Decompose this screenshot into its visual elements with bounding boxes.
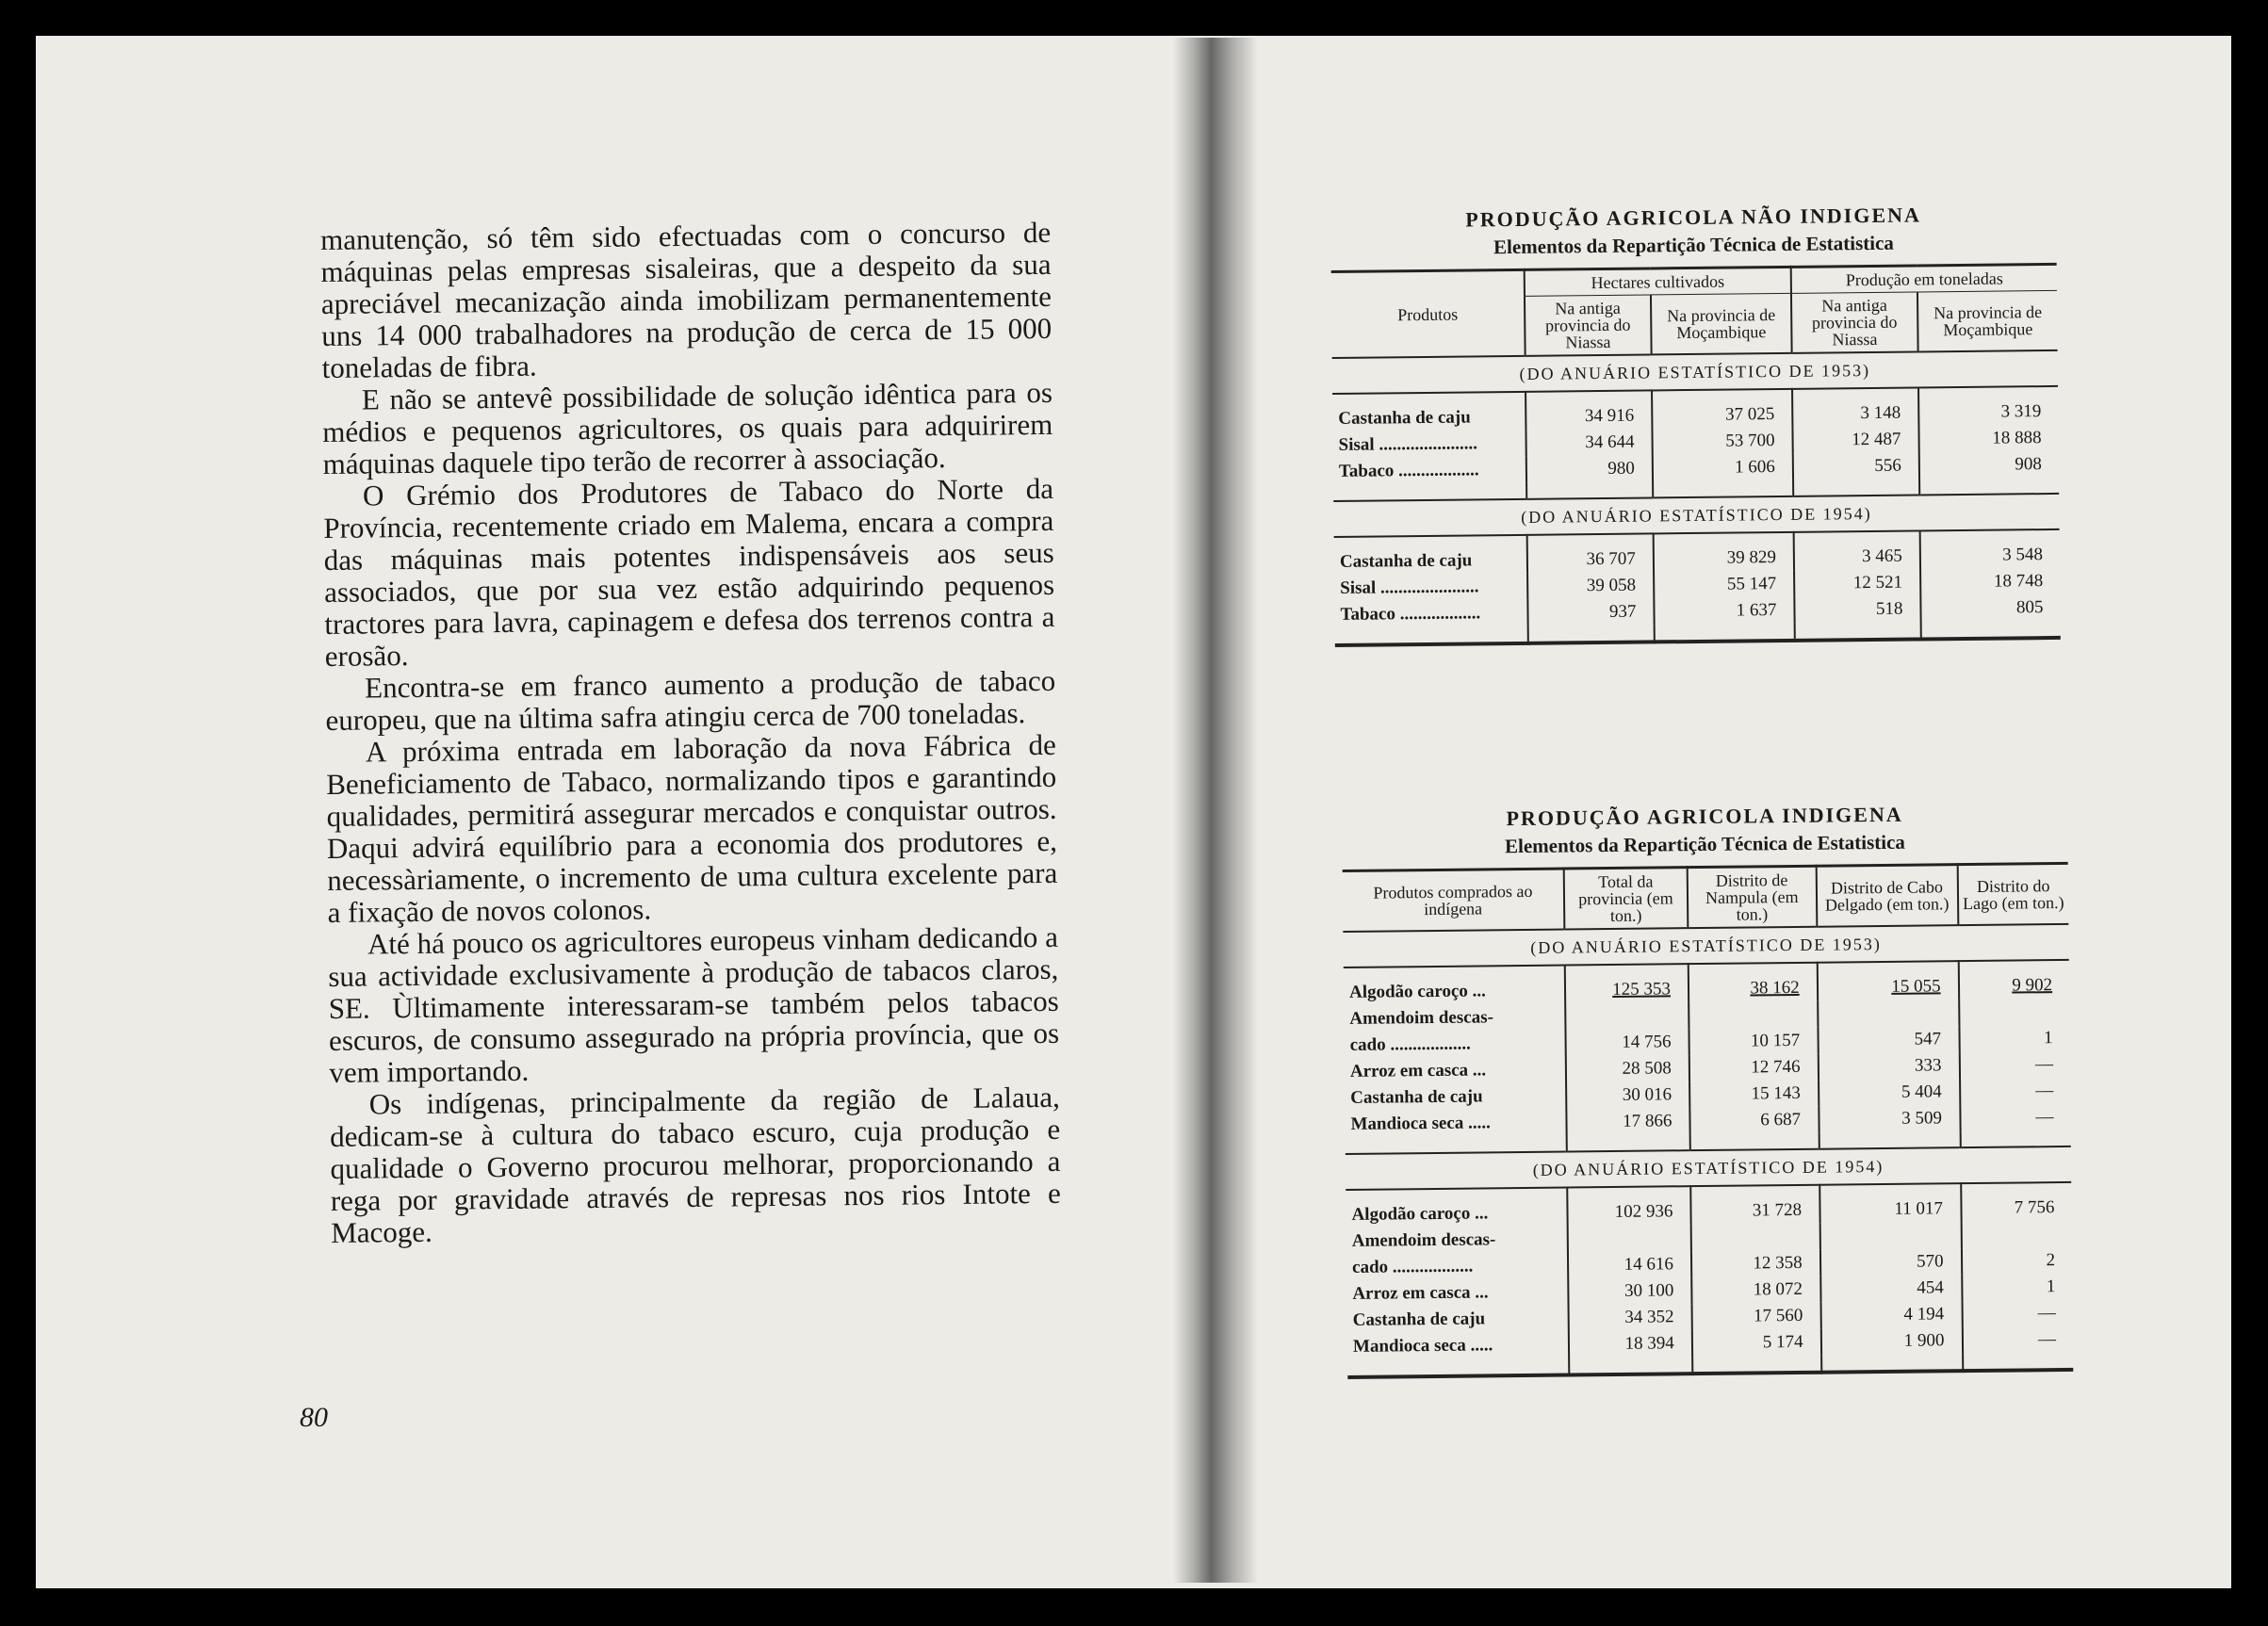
value-cell: 14 756 <box>1565 1029 1689 1056</box>
value-cell: 1 637 <box>1654 597 1794 626</box>
value-cell: 518 <box>1794 595 1920 623</box>
value-cell: 805 <box>1920 594 2060 623</box>
value-cell: 11 017 <box>1819 1183 1961 1224</box>
value-cell: 34 916 <box>1526 390 1652 430</box>
value-cell: 14 616 <box>1568 1251 1691 1278</box>
table2-rows-1953 <box>1344 960 2071 1154</box>
value-cell: 5 174 <box>1692 1329 1821 1357</box>
sub-moc-prod: Na provincia de Moçambique <box>1917 290 2058 351</box>
value-cell: 37 025 <box>1652 389 1792 430</box>
value-cell: 570 <box>1820 1248 1962 1276</box>
col-cabo-delgado: Distrito de Cabo Delgado (em ton.) <box>1816 865 1958 927</box>
value-cell: — <box>1962 1300 2073 1327</box>
value-cell <box>1961 1221 2072 1248</box>
table1-grid <box>1331 263 2061 647</box>
value-cell: 12 487 <box>1792 426 1918 453</box>
value-cell: 15 143 <box>1689 1081 1819 1108</box>
value-cell <box>1691 1224 1820 1251</box>
product-name: cado .................. <box>1351 1256 1474 1277</box>
value-cell: 9 902 <box>1958 960 2069 1000</box>
paragraph: Encontra-se em franco aumento a produção de tabaco europeu, que na última safra atingiu cerca de 700 toneladas. <box>325 663 1056 737</box>
value-cell: 937 <box>1527 598 1654 626</box>
value-cell: 1 <box>1962 1274 2073 1301</box>
table1-subtitle: Elementos da Repartição Técnica de Estatistica <box>1493 231 1894 259</box>
product-name: Arroz em casca ... <box>1349 1060 1487 1081</box>
value-cell: 125 353 <box>1565 964 1689 1003</box>
value-cell: 18 888 <box>1918 425 2058 453</box>
value-cell: 12 521 <box>1794 569 1920 596</box>
value-cell: 18 072 <box>1691 1276 1820 1304</box>
value-cell: 3 319 <box>1918 386 2059 427</box>
sub-antiga-prod: Na antiga provincia do Niassa <box>1791 292 1918 353</box>
value-cell: 3 548 <box>1920 529 2061 570</box>
table1-rows-1953 <box>1332 386 2059 501</box>
value-cell: 28 508 <box>1566 1055 1689 1082</box>
paragraph: manutenção, só têm sido efectuadas com o concurso de máquinas pelas empresas sisaleiras, que a despeito da sua apreciável mecanização ainda imobilizam permanentemente uns 14 000 trabalhadores na produção de cerca de 15 000 toneladas de fibra. <box>319 215 1052 384</box>
book-gutter <box>1173 38 1258 1583</box>
value-cell: 333 <box>1818 1052 1959 1081</box>
value-cell <box>1818 1000 1959 1028</box>
value-cell: 36 707 <box>1527 533 1654 573</box>
paragraph: Os indígenas, principalmente da região de Lalaua, dedicam-se à cultura do tabaco escuro, cuja produção e qualidade o Governo procurou melhorar, proporcionando a rega por gravidade através de represas nos rios Intote e Macoge. <box>329 1080 1061 1249</box>
value-cell: 102 936 <box>1567 1186 1690 1226</box>
product-name: Arroz em casca ... <box>1352 1282 1489 1304</box>
value-cell: 53 700 <box>1652 428 1792 456</box>
value-cell: 18 394 <box>1569 1330 1692 1358</box>
col-total: Total da provincia (em ton.) <box>1564 868 1689 930</box>
value-cell: 5 404 <box>1819 1079 1960 1107</box>
group-hectares: Hectares cultivados <box>1525 267 1791 296</box>
page-number: 80 <box>300 1402 328 1433</box>
value-cell <box>1959 999 2070 1026</box>
product-name: Mandioca seca ..... <box>1352 1335 1493 1357</box>
value-cell: — <box>1960 1104 2071 1131</box>
product-name: Sisal ...................... <box>1338 433 1478 455</box>
table2-section-1954: (DO ANUÁRIO ESTATÍSTICO DE 1954) <box>1346 1146 2071 1190</box>
table-nao-indigena <box>1330 202 2061 647</box>
product-name: Castanha de caju <box>1352 1309 1486 1330</box>
value-cell: 38 162 <box>1689 963 1818 1002</box>
product-name: Tabaco .................. <box>1338 460 1479 481</box>
value-cell: 547 <box>1818 1026 1959 1054</box>
sub-antiga-hect: Na antiga provincia do Niassa <box>1525 295 1652 356</box>
value-cell: 6 687 <box>1689 1107 1819 1134</box>
value-cell: 17 866 <box>1566 1108 1689 1135</box>
product-name: Mandioca seca ..... <box>1350 1113 1491 1134</box>
value-cell: 31 728 <box>1690 1185 1819 1225</box>
value-cell: 15 055 <box>1817 961 1958 1001</box>
value-cell <box>1819 1222 1961 1250</box>
value-cell: — <box>1959 1051 2070 1079</box>
value-cell: 39 058 <box>1527 572 1654 599</box>
product-name: Algodão caroço ... <box>1351 1203 1489 1225</box>
table2-title: PRODUÇÃO AGRICOLA INDIGENA <box>1506 802 1903 831</box>
value-cell: 18 748 <box>1920 568 2060 596</box>
product-name: Tabaco .................. <box>1340 603 1481 625</box>
value-cell: 908 <box>1919 451 2059 480</box>
table2-grid <box>1343 862 2074 1379</box>
value-cell: 55 147 <box>1654 571 1794 599</box>
value-cell: 980 <box>1526 455 1653 482</box>
value-cell: 12 358 <box>1691 1250 1820 1277</box>
group-producao: Produção em toneladas <box>1791 264 2057 293</box>
value-cell: 2 <box>1961 1247 2072 1275</box>
table2-rows-1954 <box>1346 1182 2073 1377</box>
value-cell <box>1568 1225 1691 1252</box>
value-cell: 30 100 <box>1568 1277 1691 1305</box>
table1-section-1953: (DO ANUÁRIO ESTATÍSTICO DE 1953) <box>1332 350 2058 394</box>
value-cell: 30 016 <box>1566 1081 1689 1109</box>
table2-section-1953: (DO ANUÁRIO ESTATÍSTICO DE 1953) <box>1343 924 2068 967</box>
value-cell: 1 900 <box>1820 1327 1962 1356</box>
col-lago: Distrito do Lago (em ton.) <box>1957 863 2068 925</box>
product-name: Castanha de caju <box>1339 550 1473 572</box>
value-cell <box>1565 1002 1689 1030</box>
product-name: Amendoim descas- <box>1351 1229 1496 1251</box>
paragraph: O Grémio dos Produtores de Tabaco do Norte da Província, recentemente criado em Malema, encara a compra das máquinas mais potentes indispensáveis aos seus associados, que por sua vez estão adquirindo pequenos tractores para lavra, capinagem e defesa dos terrenos contra a erosão. <box>323 471 1055 673</box>
value-cell: 10 157 <box>1689 1028 1818 1055</box>
product-name: Algodão caroço ... <box>1348 981 1486 1002</box>
value-cell: 3 465 <box>1794 530 1920 570</box>
value-cell: 4 194 <box>1820 1301 1962 1329</box>
value-cell: 17 560 <box>1691 1303 1820 1330</box>
value-cell: 7 756 <box>1961 1182 2072 1222</box>
value-cell: 556 <box>1793 452 1919 480</box>
product-name: cado .................. <box>1349 1033 1471 1055</box>
col-produtos-comprados: Produtos comprados ao indígena <box>1373 881 1533 919</box>
value-cell: 3 509 <box>1819 1105 1960 1133</box>
table2-subtitle: Elementos da Repartição Técnica de Estatistica <box>1504 830 1905 858</box>
sub-moc-hect: Na provincia de Moçambique <box>1651 293 1792 354</box>
value-cell: 12 746 <box>1689 1054 1819 1081</box>
table-indigena <box>1342 801 2073 1379</box>
value-cell <box>1689 1001 1818 1029</box>
paragraph: E não se antevê possibilidade de solução idêntica para os médios e pequenos agricultores, os quais para adquirirem máquinas daquele tipo terão de recorrer à associação. <box>322 375 1053 480</box>
product-name: Amendoim descas- <box>1349 1007 1493 1029</box>
value-cell: 454 <box>1820 1275 1962 1303</box>
product-name: Sisal ...................... <box>1340 577 1479 598</box>
value-cell: 1 606 <box>1653 454 1793 482</box>
col-produtos: Produtos <box>1397 304 1459 324</box>
value-cell: 34 352 <box>1569 1304 1692 1331</box>
table1-title: PRODUÇÃO AGRICOLA NÃO INDIGENA <box>1465 203 1921 232</box>
product-name: Castanha de caju <box>1338 407 1471 429</box>
left-page-body <box>320 217 1061 1249</box>
table1-section-1954: (DO ANUÁRIO ESTATÍSTICO DE 1954) <box>1333 494 2059 537</box>
value-cell: 39 829 <box>1654 532 1794 573</box>
col-nampula: Distrito de Nampula (em ton.) <box>1688 866 1817 928</box>
product-name: Castanha de caju <box>1350 1086 1483 1108</box>
value-cell: 3 148 <box>1792 387 1918 427</box>
paragraph: A próxima entrada em laboração da nova Fábrica de Beneficiamento de Tabaco, normalizando tipos e garantindo qualidades, permitirá assegurar mercados e conquistar outros. Daqui advirá equilíbrio para a economia dos produtores e, necessàriamente, o incremento de uma cultura excelente para a fixação de novos colonos. <box>326 727 1058 929</box>
table1-rows-1954 <box>1334 529 2061 645</box>
value-cell: 34 644 <box>1526 429 1652 456</box>
value-cell: — <box>1962 1326 2073 1354</box>
paragraph: Até há pouco os agricultores europeus vinham dedicando a sua actividade exclusivamente à produção de tabacos claros, SE. Ùltimamente interessaram-se também pelos tabacos escuros, de consumo assegurado na própria província, que os vem importando. <box>328 919 1060 1089</box>
value-cell: — <box>1960 1078 2071 1105</box>
value-cell: 1 <box>1959 1025 2070 1052</box>
